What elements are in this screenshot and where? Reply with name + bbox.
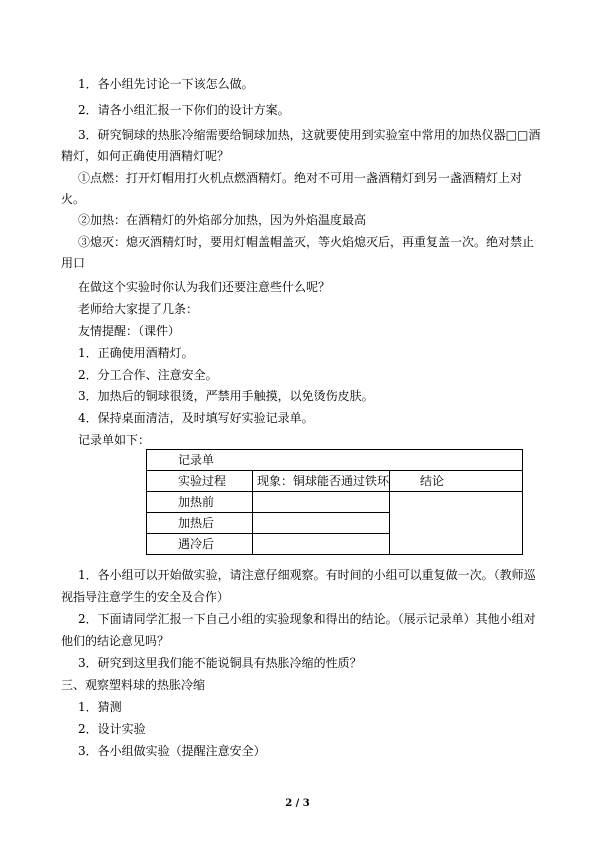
reminder-item-2: 2．分工合作、注意安全。	[78, 368, 218, 382]
cell-phenomenon	[253, 492, 390, 513]
section-heading-plastic-ball: 三、观察塑料球的热胀冷缩	[61, 678, 206, 692]
paragraph-report-line1: 2．下面请同学汇报一下自己小组的实验现象和得出的结论。（展示记录单）其他小组对	[78, 612, 536, 626]
paragraph-extinguish-line1: ③熄灭：熄灭酒精灯时，要用灯帽盖帽盖灭，等火焰熄灭后，再重复盖一次。绝对禁止	[78, 235, 535, 249]
paragraph-step-2: 2．请各小组汇报一下你们的设计方案。	[78, 103, 290, 117]
plastic-step-1: 1．猜测	[78, 700, 122, 714]
paragraph-question: 在做这个实验时你认为我们还要注意些什么呢？	[78, 280, 331, 294]
record-sheet-table	[146, 449, 523, 555]
paragraph-ignite-line1: ①点燃：打开灯帽用打火机点燃酒精灯。绝对不可用一盏酒精灯到另一盏酒精灯上对	[78, 171, 523, 185]
plastic-step-2: 2．设计实验	[78, 722, 146, 736]
row-label-before-heat: 加热前	[147, 492, 253, 513]
paragraph-ignite-line2: 火。	[61, 192, 86, 206]
paragraph-experiment-line2: 视指导注意学生的安全及合作）	[61, 590, 230, 604]
paragraph-friendly-reminder: 友情提醒：（课件）	[78, 324, 181, 338]
table-row	[147, 492, 523, 513]
paragraph-report-line2: 他们的结论意见吗？	[61, 634, 170, 648]
paragraph-heat: ②加热：在酒精灯的外焰部分加热，因为外焰温度最高	[78, 213, 367, 227]
table-row	[147, 450, 523, 471]
row-label-after-cool: 遇冷后	[147, 534, 253, 555]
header-process: 实验过程	[147, 471, 253, 492]
reminder-item-3: 3．加热后的铜球很烫，严禁用手触摸，以免烫伤皮肤。	[78, 389, 374, 403]
paragraph-step-1: 1．各小组先讨论一下该怎么做。	[78, 77, 254, 91]
table-row	[147, 471, 523, 492]
header-phenomenon: 现象：铜球能否通过铁环	[253, 471, 390, 492]
cell-phenomenon	[253, 513, 390, 534]
paragraph-teacher-tips: 老师给大家提了几条：	[78, 302, 199, 316]
cell-conclusion	[390, 492, 523, 555]
cell-phenomenon	[253, 534, 390, 555]
paragraph-step-3-line1: 3．研究铜球的热胀冷缩需要给铜球加热，这就要使用到实验室中常用的加热仪器□□酒	[78, 128, 541, 142]
paragraph-extinguish-line2: 用口	[61, 256, 86, 270]
row-label-after-heat: 加热后	[147, 513, 253, 534]
page-number: 2 / 3	[285, 798, 310, 809]
header-conclusion: 结论	[390, 471, 523, 492]
paragraph-experiment-line1: 1．各小组可以开始做实验，请注意仔细观察。有时间的小组可以重复做一次。（教师巡	[78, 568, 536, 582]
plastic-step-3: 3．各小组做实验（提醒注意安全）	[78, 744, 266, 758]
record-sheet-intro: 记录单如下：	[78, 433, 151, 447]
paragraph-step-3-line2: 精灯，如何正确使用酒精灯呢？	[61, 149, 230, 163]
reminder-item-1: 1．正确使用酒精灯。	[78, 346, 194, 360]
reminder-item-4: 4．保持桌面清洁，及时填写好实验记录单。	[78, 411, 314, 425]
record-sheet-title: 记录单	[147, 450, 523, 471]
paragraph-conclusion-question: 3．研究到这里我们能不能说铜具有热胀冷缩的性质？	[78, 656, 362, 670]
